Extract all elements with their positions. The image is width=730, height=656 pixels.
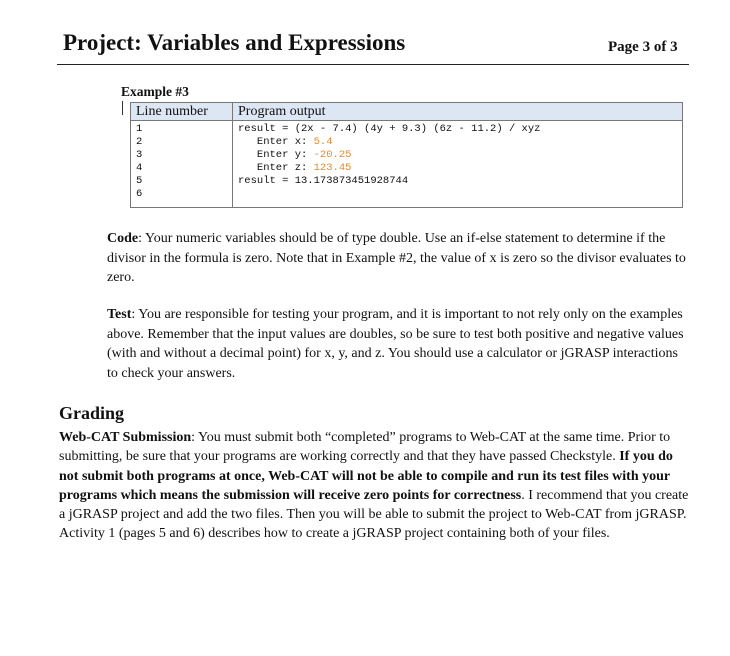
header-divider bbox=[57, 64, 689, 65]
program-output-cell bbox=[233, 121, 683, 208]
line-number: 6 bbox=[136, 188, 143, 200]
input-prompt: Enter y: bbox=[238, 149, 314, 161]
input-value: 123.45 bbox=[313, 162, 352, 174]
output-line: result = (2x - 7.4) (4y + 9.3) (6z - 11.2) / xyz bbox=[238, 123, 541, 135]
output-line bbox=[238, 188, 678, 201]
column-header-line-number: Line number bbox=[131, 103, 233, 121]
line-number: 1 bbox=[136, 123, 143, 135]
line-number: 5 bbox=[136, 175, 143, 187]
output-line bbox=[238, 136, 678, 149]
grading-text-2: . I recommend that you create a jGRASP project and add the two files. Then you will be able to submit the project to Web-CAT from jGRASP. Activity 1 (pages 5 and 6) describes how to create a jGRASP project containing both of your files. bbox=[59, 487, 689, 542]
output-line bbox=[238, 149, 678, 162]
input-value: -20.25 bbox=[313, 149, 352, 161]
input-prompt: Enter x: bbox=[238, 136, 314, 148]
page-number: Page 3 of 3 bbox=[608, 39, 678, 55]
webcat-label: Web-CAT Submission bbox=[59, 430, 192, 445]
test-label: Test bbox=[107, 307, 132, 322]
text-cursor-icon bbox=[122, 101, 123, 115]
grading-paragraph bbox=[59, 428, 689, 544]
line-number: 3 bbox=[136, 149, 143, 161]
grading-text-1: : You must submit both “completed” programs to Web-CAT at the same time. Prior to submitting, be sure that your programs are working correctly and that they have passed Checkstyle. bbox=[59, 430, 671, 465]
page-title: Project: Variables and Expressions bbox=[63, 30, 406, 55]
test-text: : You are responsible for testing your program, and it is important to not rely only on the examples above. Remember that the input values are doubles, so be sure to test both positive and negative values (with and without a decimal point) for x, y, and z. You should use a calculator or jGRASP interactions to check your answers. bbox=[107, 307, 684, 381]
column-header-program-output: Program output bbox=[233, 103, 683, 121]
output-line: result = 13.173873451928744 bbox=[238, 175, 409, 187]
code-paragraph bbox=[107, 229, 687, 288]
input-value: 5.4 bbox=[313, 136, 333, 148]
line-number-cell bbox=[131, 121, 233, 208]
line-number: 2 bbox=[136, 136, 143, 148]
output-line bbox=[238, 162, 678, 175]
example-table bbox=[130, 102, 683, 208]
code-text: : Your numeric variables should be of type double. Use an if-else statement to determine if the divisor in the formula is zero. Note that in Example #2, the value of x is zero so the divisor evaluates to zero. bbox=[107, 231, 686, 285]
example-title: Example #3 bbox=[121, 84, 189, 99]
grading-warning: If you do not submit both programs at once, Web-CAT will not be able to compile and run its test files with your programs which means the submission will receive zero points for correctness bbox=[59, 449, 673, 503]
line-number: 4 bbox=[136, 162, 143, 174]
grading-heading: Grading bbox=[59, 403, 125, 423]
input-prompt: Enter z: bbox=[238, 162, 314, 174]
code-label: Code bbox=[107, 231, 139, 246]
test-paragraph bbox=[107, 305, 687, 383]
